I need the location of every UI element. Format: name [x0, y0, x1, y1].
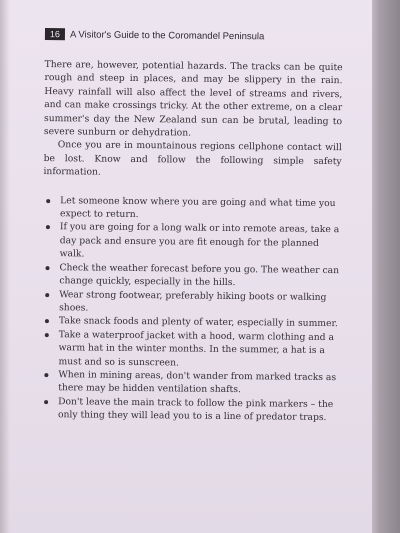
list-item-text: Don't leave the main track to follow the pink markers – the only thing they will lead you to is a line of predator traps. [57, 395, 334, 424]
list-item-text: Let someone know where you are going and what time you expect to return. [60, 194, 336, 221]
list-item [41, 328, 339, 371]
list-item-text: Check the weather forecast before you go. The weather can change quickly, especially in the hills. [59, 261, 340, 289]
list-item-text: When in mining areas, don't wander from marked tracks as there may be hidden ventilation shafts. [58, 369, 337, 396]
paragraph-hazards: There are, however, potential hazards. The tracks can be quite rough and steep in places, and may be slippery in the rain. Heavy rainfall will also affect the level of streams and rivers, and can make crossings tricky. At the other extreme, on a clear summer's day the New Zealand sun can be brutal, leading to severe sunburn or dehydration. [43, 59, 343, 139]
bullet-icon [45, 266, 49, 270]
bullet-icon [44, 400, 48, 404]
page-header [45, 28, 265, 42]
bullet-icon [45, 333, 49, 337]
list-item [41, 368, 339, 398]
list-item [41, 395, 339, 425]
list-item [42, 288, 340, 318]
body-text [41, 58, 343, 425]
page-number: 16 [45, 28, 65, 40]
bullet-icon [45, 293, 49, 297]
list-item-text: Take a waterproof jacket with a hood, warm clothing and a warm hat in the winter months. In the summer, a hat is a must and so is sunscreen. [58, 328, 335, 369]
bullet-icon [44, 373, 48, 377]
list-item-text: Wear strong footwear, preferably hiking boots or walking shoes. [59, 288, 327, 314]
paragraph-safety-intro: Once you are in mountainous regions cellphone contact will be lost. Know and follow the following simple safety information. [43, 139, 342, 178]
list-item [43, 221, 341, 264]
list-item-text: If you are going for a long walk or into remote areas, take a day pack and ensure you are fit enough for the planned walk. [59, 221, 340, 260]
list-item-text: Take snack foods and plenty of water, especially in summer. [58, 315, 338, 330]
safety-list [41, 194, 341, 425]
running-head: A Visitor's Guide to the Coromandel Peninsula [69, 28, 265, 42]
bullet-icon [46, 199, 50, 203]
list-item [42, 261, 340, 291]
bullet-icon [46, 226, 50, 230]
bullet-icon [45, 319, 49, 323]
list-item [43, 194, 341, 224]
